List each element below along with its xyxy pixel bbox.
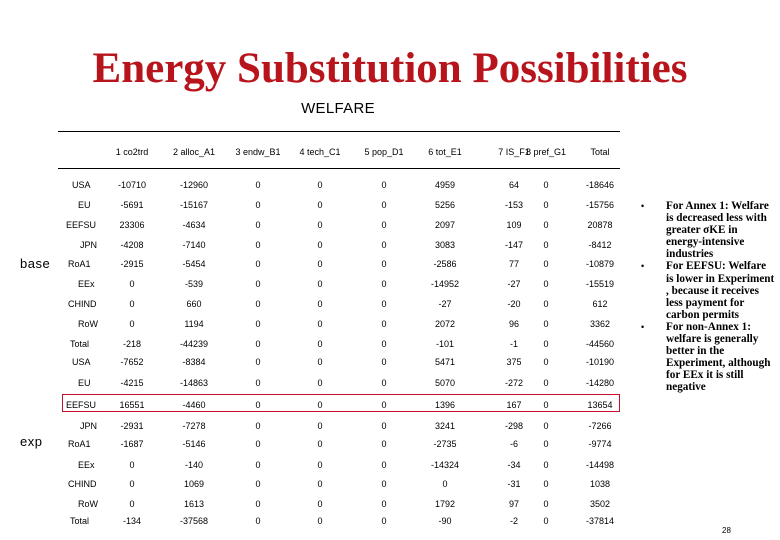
- table-row: [0, 277, 640, 291]
- table-row: [0, 419, 640, 433]
- table-cell: -90: [438, 516, 452, 526]
- table-cell: 0: [381, 319, 387, 329]
- table-cell: 0: [381, 279, 387, 289]
- table-header: [0, 145, 640, 159]
- table-cell: -31: [507, 479, 521, 489]
- table-row: [0, 297, 640, 311]
- table-cell: -10190: [585, 357, 615, 367]
- table-cell: 77: [508, 259, 520, 269]
- table-cell: 20878: [587, 220, 613, 230]
- table-cell: 0: [442, 479, 448, 489]
- row-label: USA: [72, 180, 91, 190]
- table-cell: 1038: [589, 479, 611, 489]
- table-cell: 13654: [587, 400, 613, 410]
- table-cell: 1069: [183, 479, 205, 489]
- bullet-icon: •: [641, 261, 645, 272]
- group-label-exp: exp: [20, 434, 43, 449]
- table-row: [0, 198, 640, 212]
- table-cell: 0: [317, 200, 323, 210]
- table-cell: 0: [317, 378, 323, 388]
- table-cell: 0: [381, 339, 387, 349]
- table-cell: -10879: [585, 259, 615, 269]
- table-cell: 0: [255, 200, 261, 210]
- table-cell: 0: [543, 279, 549, 289]
- row-label: CHIND: [68, 299, 97, 309]
- table-cell: -101: [435, 339, 455, 349]
- table-cell: -4215: [120, 378, 144, 388]
- table-cell: 0: [129, 499, 135, 509]
- table-cell: 0: [543, 421, 549, 431]
- table-cell: 0: [255, 479, 261, 489]
- table-row: [0, 497, 640, 511]
- column-header: 7 IS_F1: [498, 147, 530, 157]
- table-cell: 0: [543, 220, 549, 230]
- table-cell: 1194: [184, 319, 204, 329]
- table-cell: 0: [255, 220, 261, 230]
- table-cell: 0: [129, 479, 135, 489]
- row-label: RoW: [78, 319, 98, 329]
- table-row: [0, 178, 640, 192]
- table-row: [0, 238, 640, 252]
- column-header: 8 pref_G1: [525, 147, 567, 157]
- table-row: [0, 458, 640, 472]
- table-cell: 0: [381, 299, 387, 309]
- table-cell: 0: [381, 439, 387, 449]
- table-cell: 2097: [434, 220, 456, 230]
- table-cell: -44560: [585, 339, 615, 349]
- table-cell: -8412: [588, 240, 612, 250]
- table-cell: -37814: [585, 516, 615, 526]
- table-cell: -2586: [433, 259, 457, 269]
- table-cell: -14324: [430, 460, 460, 470]
- table-cell: 0: [317, 299, 323, 309]
- table-row: [0, 257, 640, 271]
- row-label: EEx: [78, 279, 95, 289]
- table-cell: 375: [506, 357, 522, 367]
- table-cell: -7266: [588, 421, 612, 431]
- table-cell: -20: [507, 299, 521, 309]
- table-cell: 0: [543, 180, 549, 190]
- table-cell: -4634: [182, 220, 206, 230]
- table-cell: -7140: [182, 240, 206, 250]
- table-cell: -147: [504, 240, 524, 250]
- table-cell: 0: [543, 479, 549, 489]
- table-cell: 660: [186, 299, 202, 309]
- table-subtitle: WELFARE: [301, 100, 375, 117]
- table-cell: -14498: [585, 460, 615, 470]
- note-text: For EEFSU: Welfare is lower in Experiment , because it receives less payment for carbon permits: [666, 260, 775, 321]
- table-cell: -14280: [585, 378, 615, 388]
- table-cell: -5146: [182, 439, 206, 449]
- table-cell: -539: [184, 279, 204, 289]
- table-cell: 0: [317, 357, 323, 367]
- table-cell: -5691: [120, 200, 144, 210]
- row-label: JPN: [80, 421, 98, 431]
- table-cell: -14952: [430, 279, 460, 289]
- table-cell: -2915: [120, 259, 144, 269]
- table-cell: 5471: [434, 357, 456, 367]
- table-cell: 5070: [434, 378, 456, 388]
- note-text: For non-Annex 1: welfare is generally better in the Experiment, although for EEx it is still negative: [666, 320, 771, 394]
- table-cell: 0: [255, 400, 261, 410]
- table-cell: 0: [381, 180, 387, 190]
- table-cell: -15519: [585, 279, 615, 289]
- table-top-rule: [58, 131, 620, 132]
- table-cell: 0: [129, 279, 135, 289]
- column-header: 5 pop_D1: [364, 147, 404, 157]
- table-cell: -153: [504, 200, 524, 210]
- table-cell: 0: [381, 357, 387, 367]
- table-cell: 0: [381, 421, 387, 431]
- row-label: EU: [78, 378, 91, 388]
- table-cell: 5256: [434, 200, 456, 210]
- table-cell: 0: [129, 299, 135, 309]
- table-cell: 0: [255, 357, 261, 367]
- bullet-icon: •: [641, 201, 645, 211]
- table-cell: 0: [381, 460, 387, 470]
- table-cell: 0: [543, 378, 549, 388]
- row-label: RoA1: [68, 439, 91, 449]
- row-label: EU: [78, 200, 91, 210]
- table-cell: 0: [317, 400, 323, 410]
- table-cell: 0: [543, 200, 549, 210]
- table-cell: 3083: [434, 240, 456, 250]
- table-row: [0, 437, 640, 451]
- table-cell: 97: [508, 499, 520, 509]
- table-cell: 3241: [434, 421, 456, 431]
- table-cell: 0: [543, 299, 549, 309]
- group-label-base: base: [20, 256, 51, 271]
- table-cell: 0: [317, 240, 323, 250]
- table-cell: 0: [543, 439, 549, 449]
- table-cell: 0: [317, 460, 323, 470]
- table-cell: 0: [255, 421, 261, 431]
- table-cell: 612: [592, 299, 608, 309]
- row-label: Total: [70, 516, 90, 526]
- row-label: CHIND: [68, 479, 97, 489]
- table-cell: 3502: [589, 499, 611, 509]
- table-cell: -34: [507, 460, 521, 470]
- table-cell: -9774: [588, 439, 612, 449]
- table-cell: 0: [317, 319, 323, 329]
- table-cell: 167: [506, 400, 522, 410]
- table-cell: 0: [317, 439, 323, 449]
- table-cell: -7278: [182, 421, 206, 431]
- table-row: [0, 477, 640, 491]
- note-non-annex1: [636, 321, 776, 394]
- row-label: Total: [70, 339, 90, 349]
- table-cell: 0: [381, 516, 387, 526]
- table-row: [0, 514, 640, 528]
- table-cell: 0: [543, 339, 549, 349]
- table-cell: 64: [508, 180, 520, 190]
- table-cell: 0: [129, 319, 135, 329]
- table-cell: 0: [381, 479, 387, 489]
- highlighted-row-box: [62, 394, 620, 412]
- table-row: [0, 376, 640, 390]
- table-cell: 0: [381, 220, 387, 230]
- table-cell: 0: [317, 499, 323, 509]
- column-header: Total: [590, 147, 610, 157]
- table-cell: -37568: [179, 516, 209, 526]
- table-cell: 0: [255, 299, 261, 309]
- table-cell: -1687: [120, 439, 144, 449]
- table-cell: -272: [504, 378, 524, 388]
- table-cell: -140: [184, 460, 204, 470]
- table-cell: 96: [508, 319, 520, 329]
- table-cell: 0: [381, 499, 387, 509]
- table-row: [0, 317, 640, 331]
- table-row: [0, 218, 640, 232]
- table-cell: -218: [122, 339, 142, 349]
- table-cell: 0: [317, 339, 323, 349]
- table-cell: 0: [255, 460, 261, 470]
- table-cell: -2: [509, 516, 519, 526]
- table-cell: -1: [509, 339, 519, 349]
- table-cell: 0: [255, 180, 261, 190]
- table-cell: -2931: [120, 421, 144, 431]
- table-cell: 0: [543, 259, 549, 269]
- table-cell: 0: [381, 259, 387, 269]
- table-cell: 0: [317, 421, 323, 431]
- table-cell: -7652: [120, 357, 144, 367]
- table-row: [0, 355, 640, 369]
- table-cell: 0: [543, 319, 549, 329]
- table-header-rule: [58, 168, 620, 169]
- row-label: EEx: [78, 460, 95, 470]
- table-cell: -44239: [179, 339, 209, 349]
- table-cell: 0: [317, 479, 323, 489]
- table-cell: -6: [509, 439, 519, 449]
- table-cell: -18646: [585, 180, 615, 190]
- column-header: 2 alloc_A1: [172, 147, 216, 157]
- table-cell: 0: [129, 460, 135, 470]
- table-cell: -12960: [179, 180, 209, 190]
- table-cell: 0: [255, 240, 261, 250]
- row-label: EEFSU: [66, 220, 97, 230]
- table-cell: -5454: [182, 259, 206, 269]
- table-cell: 2072: [434, 319, 456, 329]
- table-cell: 0: [317, 279, 323, 289]
- table-cell: 0: [255, 279, 261, 289]
- table-cell: 3362: [589, 319, 611, 329]
- table-cell: 0: [543, 516, 549, 526]
- table-cell: 0: [255, 319, 261, 329]
- table-cell: 0: [381, 378, 387, 388]
- table-row: [0, 337, 640, 351]
- table-cell: 1792: [434, 499, 456, 509]
- table-cell: -27: [438, 299, 452, 309]
- table-cell: 109: [506, 220, 522, 230]
- table-cell: 0: [543, 240, 549, 250]
- row-label: JPN: [80, 240, 98, 250]
- table-cell: -8384: [182, 357, 206, 367]
- table-cell: 0: [381, 400, 387, 410]
- table-cell: 23306: [119, 220, 145, 230]
- table-cell: 0: [255, 339, 261, 349]
- table-cell: -27: [507, 279, 521, 289]
- table-cell: -298: [504, 421, 524, 431]
- table-cell: 0: [255, 516, 261, 526]
- table-cell: 4959: [434, 180, 456, 190]
- table-cell: -134: [122, 516, 142, 526]
- table-cell: 0: [543, 400, 549, 410]
- row-label: EEFSU: [66, 400, 97, 410]
- table-cell: 0: [381, 200, 387, 210]
- note-eefsu: [636, 260, 776, 320]
- table-cell: 0: [255, 259, 261, 269]
- column-header: 6 tot_E1: [428, 147, 462, 157]
- table-cell: 0: [255, 378, 261, 388]
- table-cell: -15756: [585, 200, 615, 210]
- table-cell: 0: [543, 499, 549, 509]
- table-cell: -4460: [182, 400, 206, 410]
- table-cell: 0: [317, 516, 323, 526]
- table-cell: 0: [317, 259, 323, 269]
- table-cell: -14863: [179, 378, 209, 388]
- table-cell: 1396: [434, 400, 456, 410]
- note-text: For Annex 1: Welfare is decreased less with greater σKE in energy-intensive industries: [666, 200, 769, 261]
- table-cell: 0: [255, 499, 261, 509]
- table-cell: 0: [381, 240, 387, 250]
- table-cell: 16551: [119, 400, 145, 410]
- column-header: 3 endw_B1: [235, 147, 281, 157]
- note-annex1: [636, 200, 776, 260]
- table-cell: -10710: [117, 180, 147, 190]
- table-cell: -2735: [433, 439, 457, 449]
- row-label: RoA1: [68, 259, 91, 269]
- table-cell: 0: [317, 180, 323, 190]
- column-header: 1 co2trd: [115, 147, 149, 157]
- table-cell: -4208: [120, 240, 144, 250]
- slide-title: Energy Substitution Possibilities: [92, 45, 688, 92]
- row-label: USA: [72, 357, 91, 367]
- row-label: RoW: [78, 499, 98, 509]
- bullet-icon: •: [641, 321, 645, 332]
- table-cell: 0: [543, 357, 549, 367]
- table-cell: 0: [317, 220, 323, 230]
- page-number: 28: [722, 526, 731, 535]
- table-cell: -15167: [179, 200, 209, 210]
- notes-list: [636, 200, 776, 394]
- table-cell: 0: [543, 460, 549, 470]
- table-cell: 0: [255, 439, 261, 449]
- table-cell: 1613: [183, 499, 205, 509]
- column-header: 4 tech_C1: [299, 147, 341, 157]
